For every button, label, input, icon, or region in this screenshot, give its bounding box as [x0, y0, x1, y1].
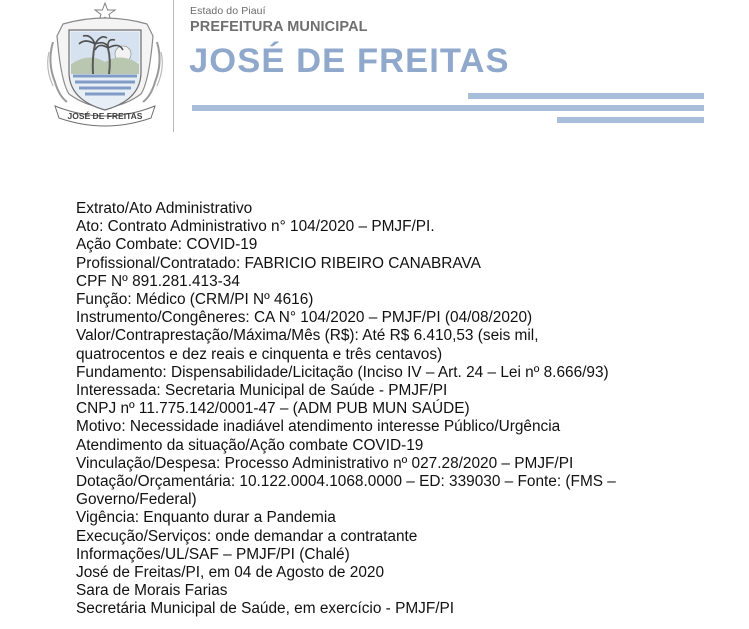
text-line: CNPJ nº 11.775.142/0001-47 – (ADM PUB MUN SAÚDE)	[76, 400, 470, 418]
text-line: Vigência: Enquanto durar a Pandemia	[76, 509, 336, 527]
header-divider	[173, 0, 174, 132]
extract-body	[76, 200, 696, 619]
text-line: Função: Médico (CRM/PI Nº 4616)	[76, 291, 314, 309]
crest-ribbon-text: JOSÉ DE FREITAS	[67, 111, 143, 121]
text-line: Interessada: Secretaria Municipal de Saúde - PMJF/PI	[76, 382, 448, 400]
text-line: Valor/Contraprestação/Máxima/Mês (R$): Até R$ 6.410,53 (seis mil,	[76, 327, 539, 345]
text-line: José de Freitas/PI, em 04 de Agosto de 2020	[76, 564, 385, 582]
text-line: CPF Nº 891.281.413-34	[76, 272, 240, 290]
municipal-crest-logo	[45, 2, 165, 130]
text-line: Dotação/Orçamentária: 10.122.0004.1068.0000 – ED: 339030 – Fonte: (FMS –	[76, 473, 616, 491]
decorative-band-middle	[192, 105, 704, 111]
text-line: Fundamento: Dispensabilidade/Licitação (Inciso IV – Art. 24 – Lei nº 8.666/93)	[76, 363, 609, 381]
prefeitura-label: PREFEITURA MUNICIPAL	[190, 19, 368, 35]
city-title: JOSÉ DE FREITAS	[189, 42, 510, 80]
text-line: Ação Combate: COVID-19	[76, 236, 258, 254]
decorative-band-bottom	[557, 117, 704, 123]
text-line: Execução/Serviços: onde demandar a contratante	[76, 527, 418, 545]
text-line: quatrocentos e dez reais e cinquenta e três centavos)	[76, 345, 443, 363]
text-line: Sara de Morais Farias	[76, 582, 228, 600]
text-line: Instrumento/Congêneres: CA N° 104/2020 – PMJF/PI (04/08/2020)	[76, 309, 533, 327]
text-line: Motivo: Necessidade inadiável atendimento interesse Público/Urgência	[76, 418, 561, 436]
text-line: Governo/Federal)	[76, 491, 197, 509]
text-line: Vinculação/Despesa: Processo Administrativo nº 027.28/2020 – PMJF/PI	[76, 454, 574, 472]
decorative-band-top	[468, 93, 704, 99]
text-line: Informações/UL/SAF – PMJF/PI (Chalé)	[76, 545, 350, 563]
text-line: Profissional/Contratado: FABRICIO RIBEIRO CANABRAVA	[76, 254, 481, 272]
text-line: Ato: Contrato Administrativo n° 104/2020 – PMJF/PI.	[76, 218, 435, 236]
state-name: Estado do Piauí	[190, 5, 266, 17]
text-line: Atendimento da situação/Ação combate COVID-19	[76, 436, 424, 454]
text-line: Extrato/Ato Administrativo	[76, 200, 253, 217]
text-line: Secretária Municipal de Saúde, em exercício - PMJF/PI	[76, 600, 455, 618]
